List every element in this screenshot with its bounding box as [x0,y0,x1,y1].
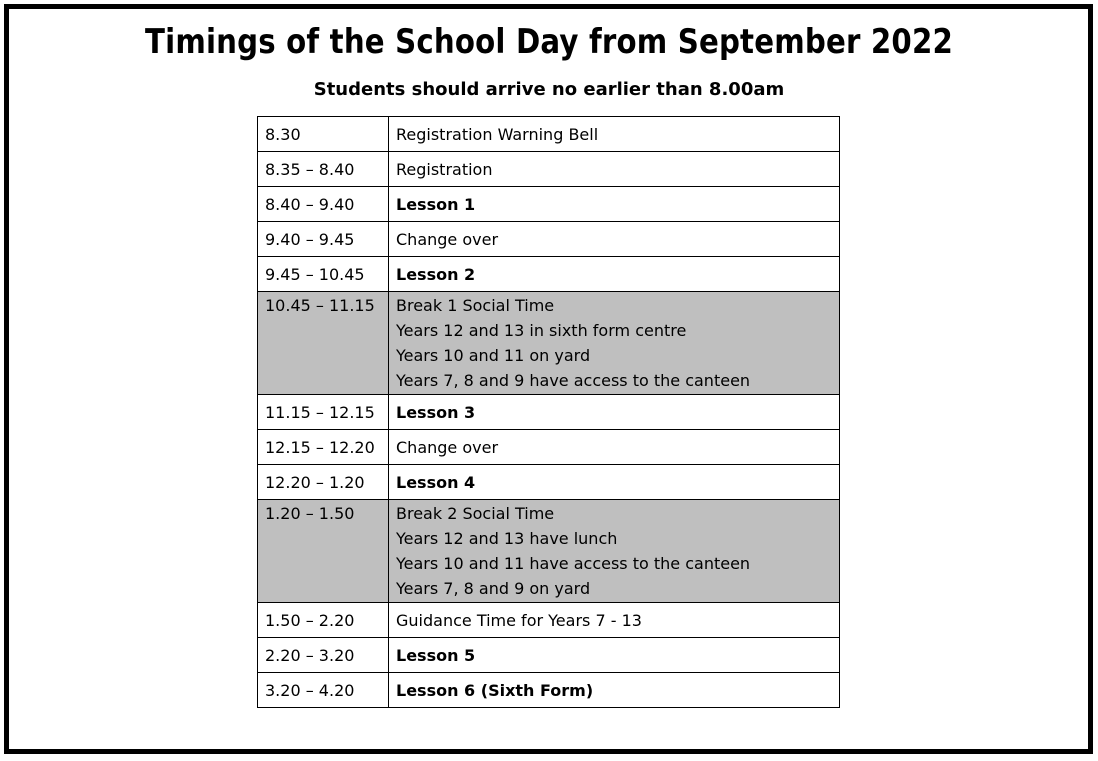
timetable [257,116,840,708]
time-cell: 8.30 [258,117,389,152]
activity-cell: Change over [389,222,840,257]
time-cell: 9.40 – 9.45 [258,222,389,257]
time-cell: 3.20 – 4.20 [258,673,389,708]
time-cell: 2.20 – 3.20 [258,638,389,673]
time-cell: 10.45 – 11.15 [258,292,389,395]
table-row [258,222,840,257]
arrival-note: Students should arrive no earlier than 8.00am [313,79,785,100]
activity-cell: Lesson 6 (Sixth Form) [389,673,840,708]
time-cell: 8.35 – 8.40 [258,152,389,187]
activity-line: Years 10 and 11 have access to the canteen [396,554,751,573]
activity-cell: Lesson 1 [389,187,840,222]
activity-cell: Registration [389,152,840,187]
activity-line: Years 7, 8 and 9 have access to the canteen [396,371,751,390]
table-row [258,465,840,500]
table-row [258,430,840,465]
activity-cell: Registration Warning Bell [389,117,840,152]
activity-cell [389,500,840,603]
table-row [258,152,840,187]
activity-cell: Change over [389,430,840,465]
time-cell: 9.45 – 10.45 [258,257,389,292]
table-row-break-2 [258,500,840,603]
activity-cell: Guidance Time for Years 7 - 13 [389,603,840,638]
time-cell: 1.50 – 2.20 [258,603,389,638]
table-row [258,257,840,292]
table-row [258,603,840,638]
time-cell: 12.15 – 12.20 [258,430,389,465]
activity-cell: Lesson 4 [389,465,840,500]
activity-cell: Lesson 5 [389,638,840,673]
table-row [258,187,840,222]
time-cell: 8.40 – 9.40 [258,187,389,222]
time-cell: 1.20 – 1.50 [258,500,389,603]
time-cell: 11.15 – 12.15 [258,395,389,430]
table-row-break-1 [258,292,840,395]
activity-cell: Lesson 3 [389,395,840,430]
table-row [258,673,840,708]
table-row [258,117,840,152]
activity-line: Years 12 and 13 have lunch [396,529,618,548]
table-row [258,395,840,430]
activity-line: Years 7, 8 and 9 on yard [396,579,591,598]
table-row [258,638,840,673]
activity-cell [389,292,840,395]
activity-line: Break 1 Social Time [396,296,555,315]
activity-line: Years 10 and 11 on yard [396,346,591,365]
page-title: Timings of the School Day from September 2022 [145,22,953,62]
activity-line: Break 2 Social Time [396,504,555,523]
activity-cell: Lesson 2 [389,257,840,292]
time-cell: 12.20 – 1.20 [258,465,389,500]
activity-line: Years 12 and 13 in sixth form centre [396,321,687,340]
